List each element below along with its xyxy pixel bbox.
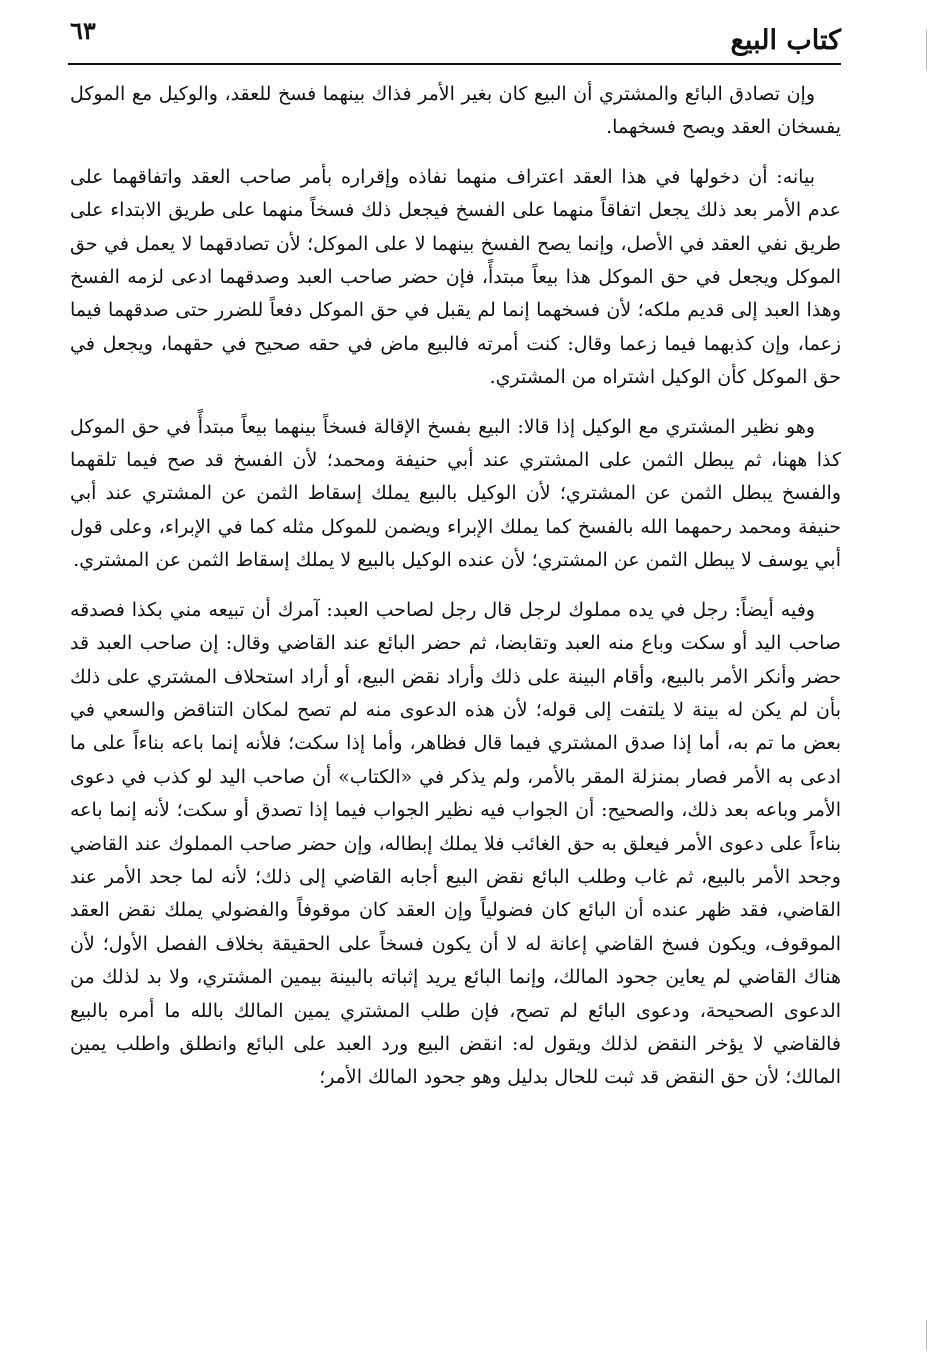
paragraph: وإن تصادق البائع والمشتري أن البيع كان بغير الأمر فذاك بينهما فسخ للعقد، والوكيل مع الموكل يفسخان العقد ويصح فسخهما. <box>70 83 841 139</box>
paragraph: وهو نظير المشتري مع الوكيل إذا قالا: البيع بفسخ الإقالة فسخاً بينهما بيعاً مبتدأً في حق الموكل كذا ههنا، ثم يبطل الثمن على المشتري عند أبي حنيفة ومحمد؛ لأن الفسخ قد صح فيما تلقهما والفسخ يبطل الثمن عن المشتري؛ لأن الوكيل بالبيع يملك إسقاط الثمن عن المشتري عند أبي حنيفة ومحمد رحمهما الله بالفسخ كما يملك الإبراء ويضمن للموكل مثله كما في الإبراء، وعلى قول أبي يوسف لا يبطل الثمن عن المشتري؛ لأن عنده الوكيل بالبيع لا يملك إسقاط الثمن عن المشتري. <box>70 415 841 572</box>
page-edge-mark <box>926 30 927 70</box>
header-divider <box>68 63 841 65</box>
paragraph: بيانه: أن دخولها في هذا العقد اعتراف منهما نفاذه وإقراره بأمر صاحب العقد واتفاقهما على عدم الأمر بعد ذلك يجعل اتفاقاً منهما على الفسخ فيجعل ذلك فسخاً منهما على طريق الابتداء على طريق نفي العقد في الأصل، وإنما يصح الفسخ بينهما لا على الموكل؛ لأن تصادقهما لا يعمل في حق الموكل ويجعل في حق الموكل هذا بيعاً مبتدأً، فإن حضر صاحب العبد وصدقهما ادعى لزمه الفسخ وهذا العبد إلى قديم ملكه؛ لأن فسخهما إنما لم يقبل في حق الموكل دفعاً للضرر حتى صدقهما فيما زعما، وإن كذبهما فيما زعما وقال: كنت أمرته فالبيع ماض في حقه صحيح في حقهما، ويجعل في حق الموكل كأن الوكيل اشتراه من المشتري. <box>70 165 841 389</box>
page-header <box>68 14 841 64</box>
page-body <box>70 78 841 1111</box>
paragraph: وفيه أيضاً: رجل في يده مملوك لرجل قال رجل لصاحب العبد: آمرك أن تبيعه مني بكذا فصدقه صاحب اليد أو سكت وباع منه العبد وتقابضا، ثم حضر البائع عند القاضي وقال: إن صاحب العبد قد حضر وأنكر الأمر بالبيع، وأقام البينة على ذلك وأراد نقض البيع، أو أراد استحلاف المشتري على ذلك بأن لم يكن له بينة لا يلتفت إلى قوله؛ لأن هذه الدعوى منه لم تصح لمكان التناقض والسعي في بعض ما تم به، أما إذا صدق المشتري فيما قال فظاهر، وأما إذا سكت؛ فلأنه إنما باعه بناءاً على ما ادعى به الأمر فصار بمنزلة المقر بالأمر، ولم يذكر في «الكتاب» أن صاحب اليد لو كذب في دعوى الأمر وباعه بعد ذلك، والصحيح: أن الجواب فيه نظير الجواب فيما إذا تصدق أو سكت؛ لأنه إنما باعه بناءاً على دعوى الأمر فيعلق به حق الغائب فلا يملك إبطاله، وإن حضر صاحب المملوك عند القاضي وجحد الأمر بالبيع، ثم غاب وطلب البائع نقض البيع أجابه القاضي إلى ذلك؛ لأنه لما جحد الأمر عند القاضي، فقد ظهر عنده أن البائع كان فضولياً وإن العقد كان موقوفاً والفضولي يملك نقض العقد الموقوف، ويكون فسخ القاضي إعانة له لا أن يكون فسخاً على الحقيقة بخلاف الفصل الأول؛ لأن هناك القاضي لم يعاين جحود المالك، وإنما البائع يريد إثباته بالبينة بيمين المشتري، ولا بد لذلك من الدعوى الصحيحة، ودعوى البائع لم تصح، فإن طلب المشتري يمين المالك بالله ما أمره بالبيع فالقاضي لا يؤخر النقض لذلك ويقول له: انقض البيع ورد العبد على البائع وانطلق واطلب يمين المالك؛ لأن حق النقض قد ثبت للحال بدليل وهو جحود المالك الأمر؛ <box>70 598 841 1089</box>
page-number: ٦٣ <box>70 16 96 45</box>
chapter-title: كتاب البيع <box>730 25 841 56</box>
page-edge-mark <box>926 1320 927 1350</box>
